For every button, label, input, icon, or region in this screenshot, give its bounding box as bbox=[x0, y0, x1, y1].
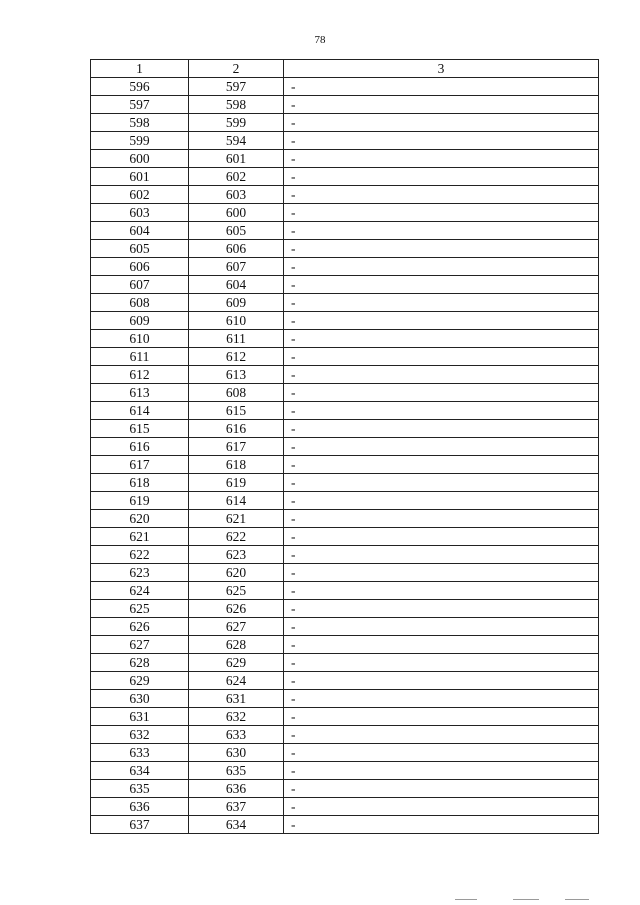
table-row bbox=[91, 366, 599, 384]
cell-col2: 607 bbox=[189, 258, 284, 276]
cell-col2: 611 bbox=[189, 330, 284, 348]
cell-col2: 606 bbox=[189, 240, 284, 258]
cell-col3: - bbox=[284, 636, 599, 654]
cell-col2: 629 bbox=[189, 654, 284, 672]
cell-col1: 607 bbox=[91, 276, 189, 294]
table-row bbox=[91, 744, 599, 762]
column-header-3: 3 bbox=[284, 60, 599, 78]
cell-col3: - bbox=[284, 276, 599, 294]
table-row bbox=[91, 474, 599, 492]
cell-col1: 624 bbox=[91, 582, 189, 600]
cell-col1: 619 bbox=[91, 492, 189, 510]
cell-col2: 636 bbox=[189, 780, 284, 798]
cell-col1: 635 bbox=[91, 780, 189, 798]
cell-col2: 633 bbox=[189, 726, 284, 744]
cell-col3: - bbox=[284, 474, 599, 492]
table-row bbox=[91, 222, 599, 240]
cell-col2: 637 bbox=[189, 798, 284, 816]
cell-col1: 608 bbox=[91, 294, 189, 312]
cell-col3: - bbox=[284, 708, 599, 726]
cell-col3: - bbox=[284, 150, 599, 168]
cell-col2: 599 bbox=[189, 114, 284, 132]
cell-col2: 609 bbox=[189, 294, 284, 312]
cell-col3: - bbox=[284, 258, 599, 276]
cell-col3: - bbox=[284, 132, 599, 150]
table-row bbox=[91, 762, 599, 780]
table-row bbox=[91, 348, 599, 366]
table-row bbox=[91, 456, 599, 474]
cell-col2: 604 bbox=[189, 276, 284, 294]
cell-col1: 603 bbox=[91, 204, 189, 222]
table-row bbox=[91, 636, 599, 654]
cell-col2: 632 bbox=[189, 708, 284, 726]
table-row bbox=[91, 294, 599, 312]
cell-col1: 616 bbox=[91, 438, 189, 456]
cell-col3: - bbox=[284, 492, 599, 510]
table-row bbox=[91, 618, 599, 636]
cell-col1: 626 bbox=[91, 618, 189, 636]
cell-col3: - bbox=[284, 690, 599, 708]
table-row bbox=[91, 510, 599, 528]
cell-col1: 623 bbox=[91, 564, 189, 582]
table-row bbox=[91, 96, 599, 114]
cell-col1: 597 bbox=[91, 96, 189, 114]
column-header-2: 2 bbox=[189, 60, 284, 78]
cell-col3: - bbox=[284, 618, 599, 636]
cell-col2: 630 bbox=[189, 744, 284, 762]
page-number: 78 bbox=[314, 34, 326, 46]
cell-col2: 600 bbox=[189, 204, 284, 222]
cell-col2: 628 bbox=[189, 636, 284, 654]
table-row bbox=[91, 816, 599, 834]
table-row bbox=[91, 564, 599, 582]
cell-col2: 602 bbox=[189, 168, 284, 186]
cell-col1: 610 bbox=[91, 330, 189, 348]
cell-col3: - bbox=[284, 456, 599, 474]
cell-col1: 612 bbox=[91, 366, 189, 384]
cell-col2: 597 bbox=[189, 78, 284, 96]
table-row bbox=[91, 546, 599, 564]
table-row bbox=[91, 78, 599, 96]
cell-col3: - bbox=[284, 204, 599, 222]
cell-col2: 625 bbox=[189, 582, 284, 600]
cell-col2: 613 bbox=[189, 366, 284, 384]
cell-col2: 594 bbox=[189, 132, 284, 150]
cell-col3: - bbox=[284, 78, 599, 96]
table-row bbox=[91, 492, 599, 510]
cell-col2: 622 bbox=[189, 528, 284, 546]
cell-col2: 601 bbox=[189, 150, 284, 168]
cell-col1: 600 bbox=[91, 150, 189, 168]
cell-col1: 631 bbox=[91, 708, 189, 726]
cell-col3: - bbox=[284, 240, 599, 258]
table-body bbox=[91, 78, 599, 834]
cell-col1: 637 bbox=[91, 816, 189, 834]
scan-artifact-marks bbox=[455, 898, 595, 902]
table-row bbox=[91, 240, 599, 258]
table-row bbox=[91, 528, 599, 546]
cell-col1: 618 bbox=[91, 474, 189, 492]
table-row bbox=[91, 654, 599, 672]
cell-col1: 621 bbox=[91, 528, 189, 546]
cell-col3: - bbox=[284, 366, 599, 384]
cell-col1: 633 bbox=[91, 744, 189, 762]
table-row bbox=[91, 132, 599, 150]
table-row bbox=[91, 672, 599, 690]
cell-col2: 621 bbox=[189, 510, 284, 528]
cell-col3: - bbox=[284, 546, 599, 564]
cell-col2: 624 bbox=[189, 672, 284, 690]
cell-col3: - bbox=[284, 420, 599, 438]
cell-col2: 608 bbox=[189, 384, 284, 402]
cell-col3: - bbox=[284, 654, 599, 672]
cell-col2: 610 bbox=[189, 312, 284, 330]
cell-col1: 620 bbox=[91, 510, 189, 528]
table-row bbox=[91, 708, 599, 726]
cell-col3: - bbox=[284, 564, 599, 582]
cell-col3: - bbox=[284, 762, 599, 780]
cell-col2: 623 bbox=[189, 546, 284, 564]
cell-col3: - bbox=[284, 672, 599, 690]
cell-col1: 613 bbox=[91, 384, 189, 402]
cell-col2: 634 bbox=[189, 816, 284, 834]
cell-col1: 604 bbox=[91, 222, 189, 240]
data-table bbox=[90, 59, 599, 834]
cell-col2: 616 bbox=[189, 420, 284, 438]
cell-col1: 614 bbox=[91, 402, 189, 420]
cell-col3: - bbox=[284, 168, 599, 186]
cell-col3: - bbox=[284, 510, 599, 528]
table-row bbox=[91, 726, 599, 744]
table-row bbox=[91, 258, 599, 276]
table-row bbox=[91, 204, 599, 222]
table-row bbox=[91, 168, 599, 186]
column-header-1: 1 bbox=[91, 60, 189, 78]
cell-col1: 625 bbox=[91, 600, 189, 618]
table-row bbox=[91, 402, 599, 420]
cell-col3: - bbox=[284, 114, 599, 132]
table-row bbox=[91, 438, 599, 456]
cell-col3: - bbox=[284, 744, 599, 762]
cell-col2: 631 bbox=[189, 690, 284, 708]
table-row bbox=[91, 420, 599, 438]
cell-col3: - bbox=[284, 582, 599, 600]
cell-col1: 636 bbox=[91, 798, 189, 816]
table-header-row bbox=[91, 60, 599, 78]
cell-col1: 598 bbox=[91, 114, 189, 132]
cell-col1: 602 bbox=[91, 186, 189, 204]
cell-col3: - bbox=[284, 600, 599, 618]
cell-col3: - bbox=[284, 726, 599, 744]
table-row bbox=[91, 150, 599, 168]
cell-col1: 605 bbox=[91, 240, 189, 258]
table-row bbox=[91, 330, 599, 348]
cell-col1: 615 bbox=[91, 420, 189, 438]
table-row bbox=[91, 276, 599, 294]
cell-col1: 622 bbox=[91, 546, 189, 564]
cell-col2: 618 bbox=[189, 456, 284, 474]
cell-col2: 615 bbox=[189, 402, 284, 420]
cell-col2: 614 bbox=[189, 492, 284, 510]
cell-col1: 599 bbox=[91, 132, 189, 150]
cell-col2: 620 bbox=[189, 564, 284, 582]
table-row bbox=[91, 312, 599, 330]
cell-col3: - bbox=[284, 438, 599, 456]
table-row bbox=[91, 114, 599, 132]
cell-col3: - bbox=[284, 402, 599, 420]
cell-col1: 628 bbox=[91, 654, 189, 672]
cell-col1: 629 bbox=[91, 672, 189, 690]
cell-col3: - bbox=[284, 528, 599, 546]
cell-col1: 632 bbox=[91, 726, 189, 744]
cell-col3: - bbox=[284, 798, 599, 816]
cell-col2: 619 bbox=[189, 474, 284, 492]
cell-col2: 605 bbox=[189, 222, 284, 240]
cell-col1: 627 bbox=[91, 636, 189, 654]
cell-col2: 626 bbox=[189, 600, 284, 618]
cell-col1: 606 bbox=[91, 258, 189, 276]
cell-col2: 603 bbox=[189, 186, 284, 204]
cell-col3: - bbox=[284, 384, 599, 402]
cell-col3: - bbox=[284, 222, 599, 240]
cell-col1: 630 bbox=[91, 690, 189, 708]
cell-col3: - bbox=[284, 348, 599, 366]
cell-col1: 611 bbox=[91, 348, 189, 366]
cell-col3: - bbox=[284, 96, 599, 114]
cell-col1: 601 bbox=[91, 168, 189, 186]
cell-col1: 596 bbox=[91, 78, 189, 96]
table-row bbox=[91, 186, 599, 204]
cell-col3: - bbox=[284, 294, 599, 312]
cell-col3: - bbox=[284, 312, 599, 330]
cell-col2: 612 bbox=[189, 348, 284, 366]
cell-col1: 634 bbox=[91, 762, 189, 780]
cell-col2: 635 bbox=[189, 762, 284, 780]
cell-col1: 617 bbox=[91, 456, 189, 474]
table-row bbox=[91, 582, 599, 600]
cell-col2: 598 bbox=[189, 96, 284, 114]
table-row bbox=[91, 600, 599, 618]
table-row bbox=[91, 798, 599, 816]
cell-col3: - bbox=[284, 330, 599, 348]
cell-col2: 617 bbox=[189, 438, 284, 456]
cell-col3: - bbox=[284, 816, 599, 834]
cell-col1: 609 bbox=[91, 312, 189, 330]
table-row bbox=[91, 384, 599, 402]
cell-col3: - bbox=[284, 186, 599, 204]
table-row bbox=[91, 780, 599, 798]
cell-col3: - bbox=[284, 780, 599, 798]
table-row bbox=[91, 690, 599, 708]
cell-col2: 627 bbox=[189, 618, 284, 636]
